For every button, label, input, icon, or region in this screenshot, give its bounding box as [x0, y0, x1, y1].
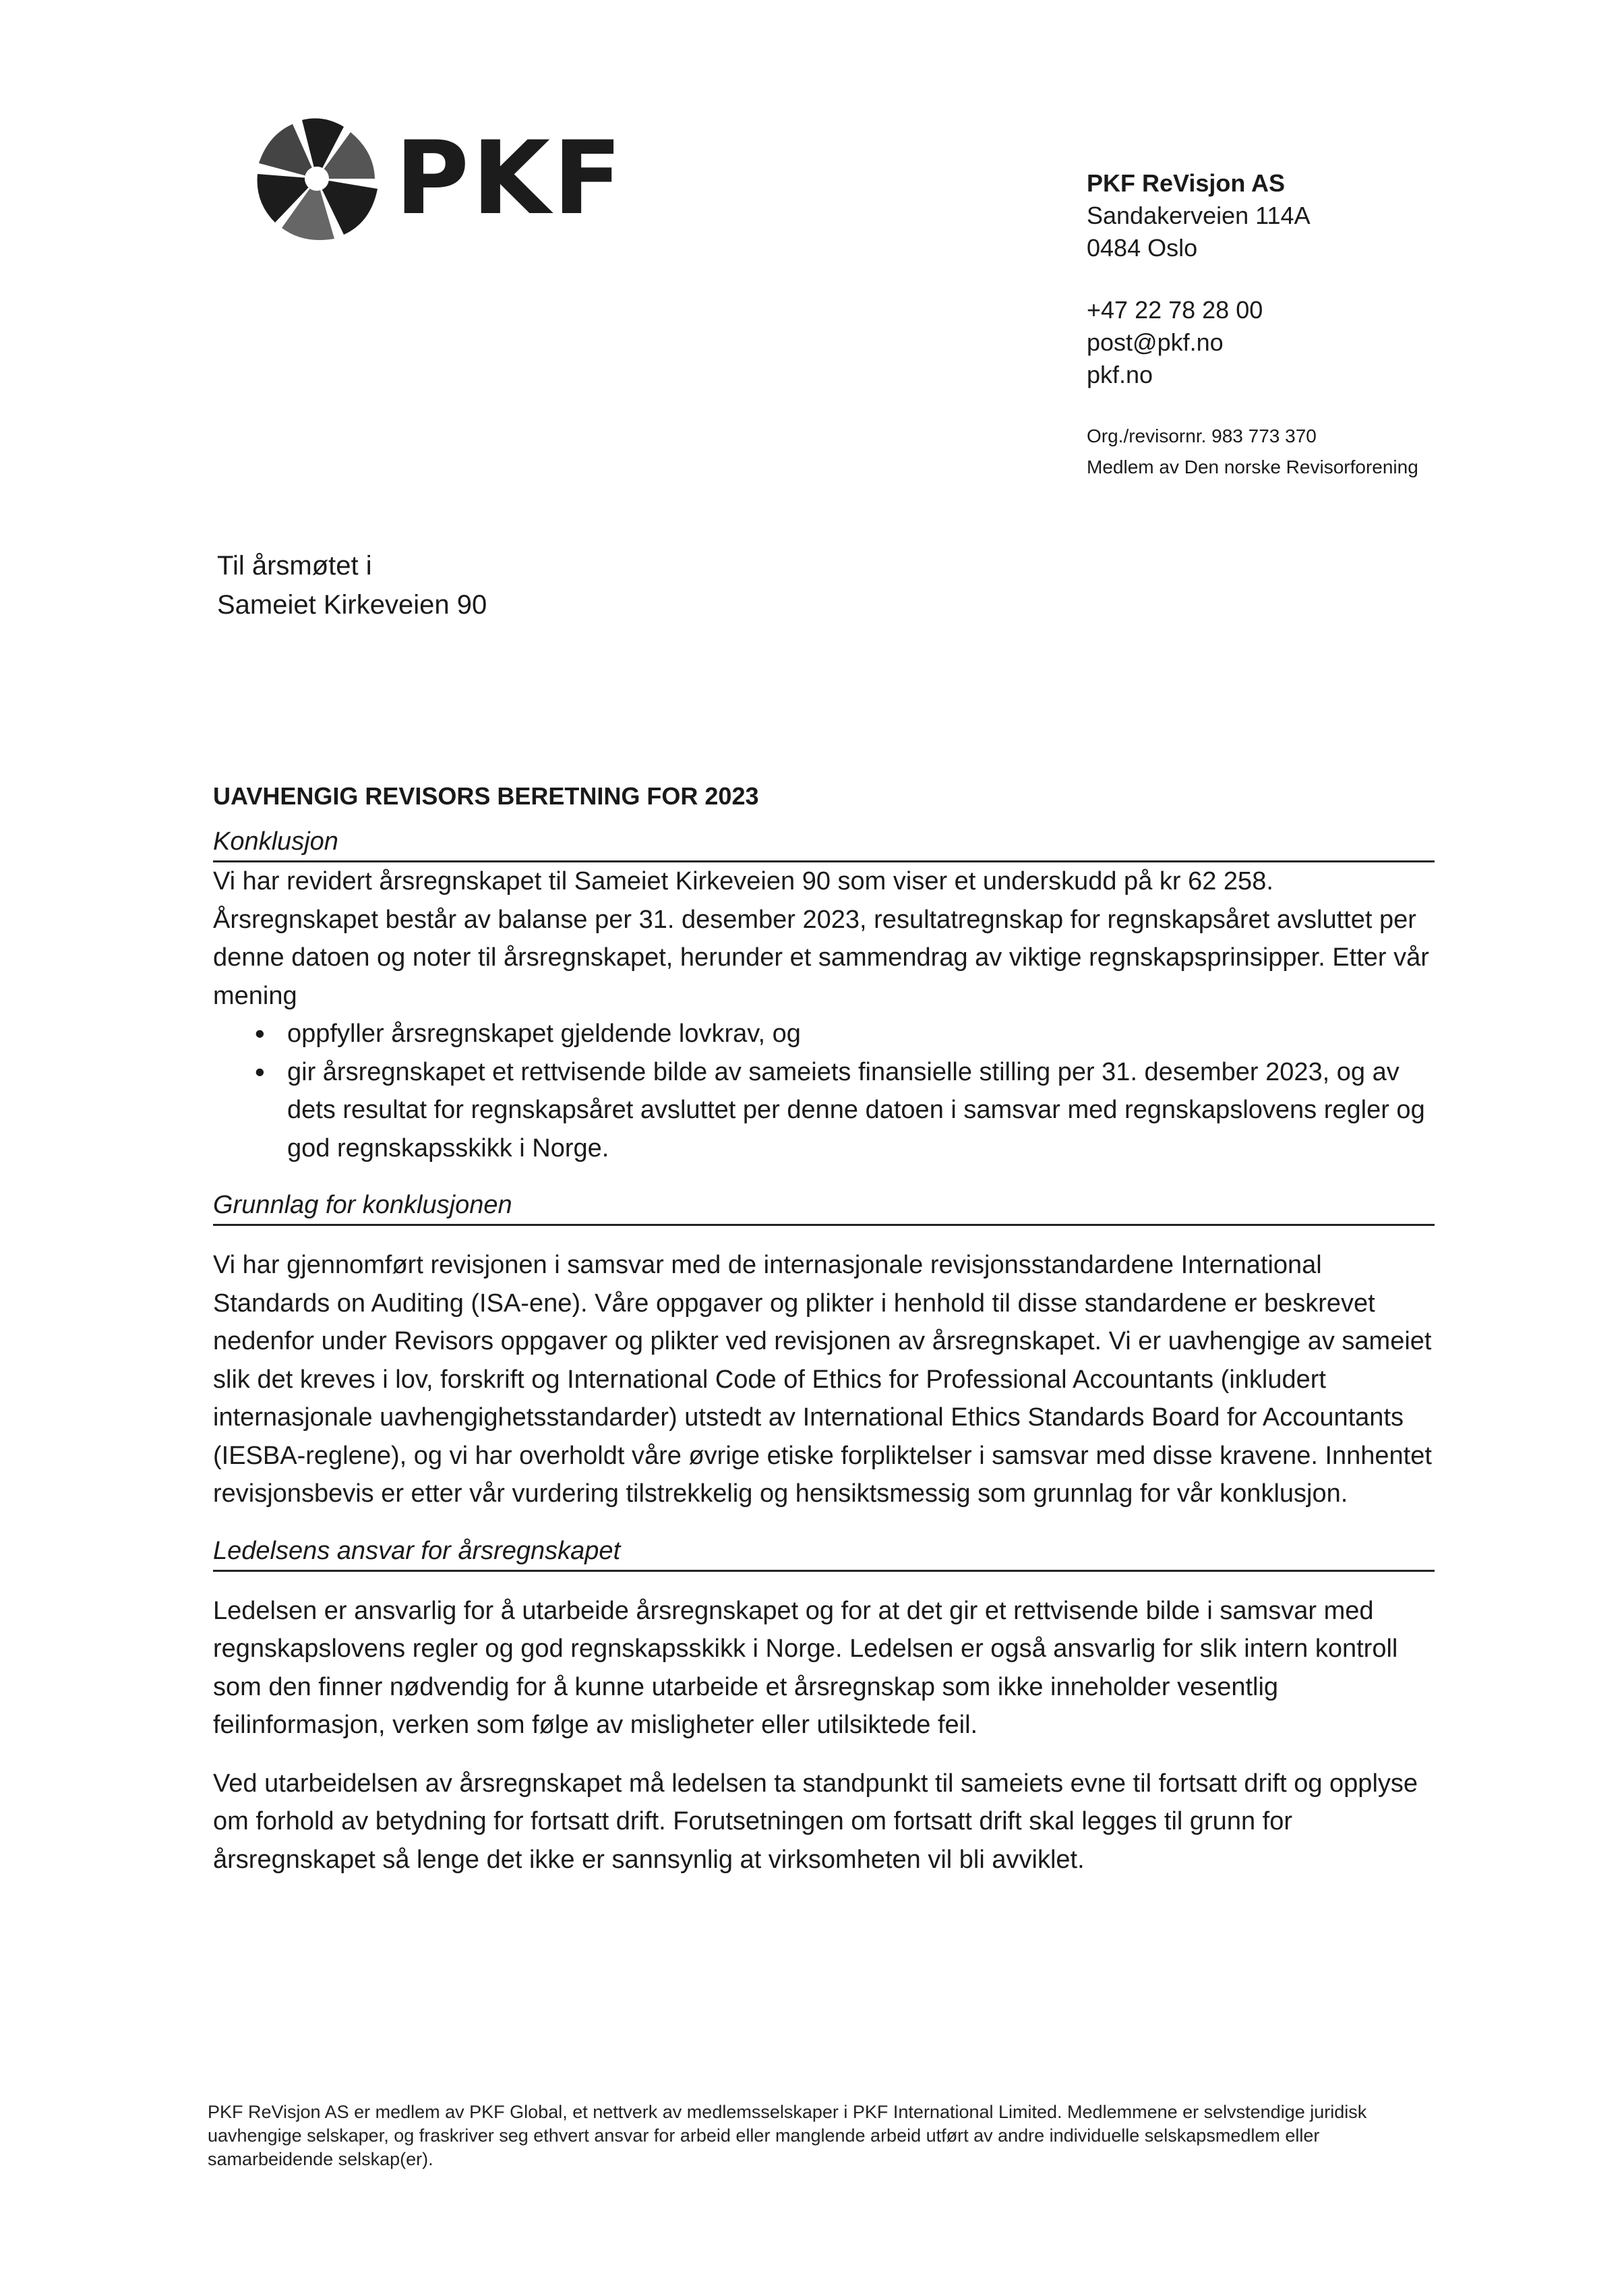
- conclusion-bullet-list: [213, 1015, 1435, 1167]
- management-paragraph-1: Ledelsen er ansvarlig for å utarbeide årsregnskapet og for at det gir et rettvisende bilde i samsvar med regnskapslovens regler og god regnskapsskikk i Norge. Ledelsen er også ansvarlig for slik intern kontroll som den finner nødvendig for å kunne utarbeide et årsregnskap som ikke inneholder vesentlig feilinformasjon, verken som følge av misligheter eller utilsiktede feil.: [213, 1596, 1398, 1739]
- sender-name: PKF ReVisjon AS: [1087, 169, 1286, 197]
- bullet-item: • gir årsregnskapet et rettvisende bilde av sameiets finansielle stilling per 31. desember 2023, og av dets resultat for regnskapsåret avsluttet per denne datoen i samsvar med regnskapslovens regler og god regnskapsskikk i Norge.: [287, 1053, 1435, 1168]
- recipient-block: [217, 546, 487, 624]
- section-heading-conclusion: Konklusjon: [213, 824, 1435, 862]
- sender-city: 0484 Oslo: [1087, 234, 1198, 262]
- recipient-line-1: Til årsmøtet i: [217, 551, 372, 581]
- section-heading-basis: Grunnlag for konklusjonen: [213, 1187, 1435, 1226]
- logo-wordmark: PKF: [395, 120, 625, 237]
- sender-email: post@pkf.no: [1087, 328, 1224, 356]
- sender-phone: +47 22 78 28 00: [1087, 296, 1263, 324]
- bullet-item: • oppfyller årsregnskapet gjeldende lovkrav, og: [287, 1015, 1435, 1053]
- conclusion-paragraph: Vi har revidert årsregnskapet til Sameiet Kirkeveien 90 som viser et underskudd på kr 62 258. Årsregnskapet består av balanse per 31. desember 2023, resultatregnskap for regnskapsåret avsluttet per denne datoen og noter til årsregnskapet, herunder et sammendrag av viktige regnskapsprinsipper. Etter vår mening: [213, 867, 1429, 1010]
- pkf-logo-mark-icon: [249, 115, 384, 243]
- sender-street: Sandakerveien 114A: [1087, 202, 1311, 229]
- section-heading-management: Ledelsens ansvar for årsregnskapet: [213, 1533, 1435, 1572]
- sender-org-number: Org./revisornr. 983 773 370: [1087, 425, 1317, 446]
- management-paragraph-2: Ved utarbeidelsen av årsregnskapet må ledelsen ta standpunkt til sameiets evne til fortsatt drift og opplyse om forhold av betydning for fortsatt drift. Forutsetningen om fortsatt drift skal legges til grunn for årsregnskapet så lenge det ikke er sannsynlig at virksomheten vil bli avviklet.: [213, 1769, 1418, 1874]
- sender-block: [1087, 167, 1418, 483]
- pkf-logo: [249, 115, 625, 243]
- sender-web: pkf.no: [1087, 361, 1153, 388]
- page-footer: PKF ReVisjon AS er medlem av PKF Global, et nettverk av medlemsselskaper i PKF International Limited. Medlemmene er selvstendige juridisk uavhengige selskaper, og fraskriver seg ethvert ansvar for arbeid eller manglende arbeid utført av andre individuelle selskapsmedlem eller samarbeidende selskap(er).: [208, 2102, 1367, 2169]
- basis-paragraph: Vi har gjennomført revisjonen i samsvar med de internasjonale revisjonsstandardene International Standards on Auditing (ISA-ene). Våre oppgaver og plikter i henhold til disse standardene er beskrevet nedenfor under Revisors oppgaver og plikter ved revisjonen av årsregnskapet. Vi er uavhengige av sameiet slik det kreves i lov, forskrift og International Code of Ethics for Professional Accountants (inkludert internasjonale uavhengighetsstandarder) utstedt av International Ethics Standards Board for Accountants (IESBA-reglene), og vi har overholdt våre øvrige etiske forpliktelser i samsvar med disse kravene. Innhentet revisjonsbevis er etter vår vurdering tilstrekkelig og hensiktsmessig som grunnlag for vår konklusjon.: [213, 1251, 1432, 1508]
- report-title: UAVHENGIG REVISORS BERETNING FOR 2023: [213, 782, 759, 810]
- report-body: [213, 782, 1435, 1879]
- sender-membership: Medlem av Den norske Revisorforening: [1087, 457, 1418, 477]
- recipient-line-2: Sameiet Kirkeveien 90: [217, 590, 487, 620]
